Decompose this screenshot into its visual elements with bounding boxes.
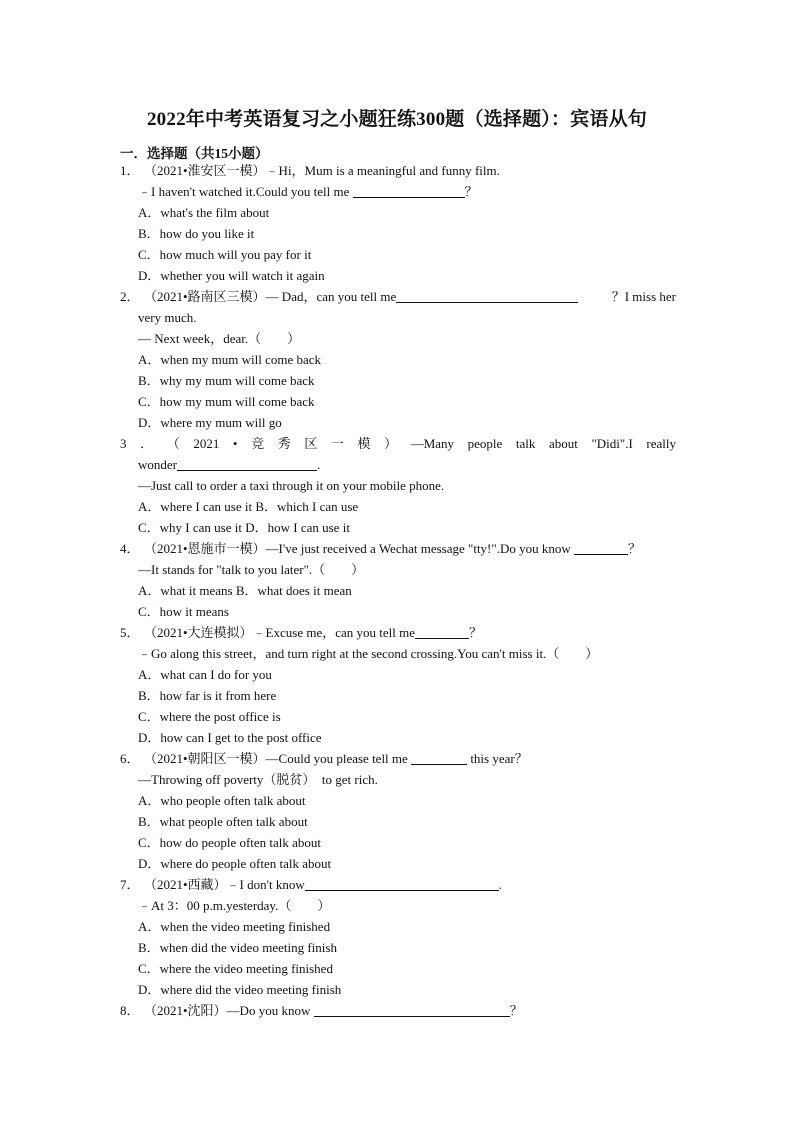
q3-word: people bbox=[467, 436, 503, 451]
stem-punct: ？ bbox=[509, 1003, 523, 1018]
q3-word: 一 bbox=[330, 436, 344, 451]
q3-word: 模 bbox=[357, 436, 371, 451]
stem-punct: . bbox=[498, 877, 502, 892]
option-c[interactable]: C．how much will you pay for it bbox=[138, 247, 312, 262]
answer-blank bbox=[177, 456, 317, 471]
option-b[interactable]: B．how far is it from here bbox=[138, 688, 277, 703]
q3-word: "Didi".I bbox=[591, 436, 633, 451]
q3-word: 竞 bbox=[251, 436, 265, 451]
question-number: 4． bbox=[120, 541, 140, 556]
q3-word: 3 bbox=[120, 436, 127, 451]
question-3 bbox=[120, 433, 676, 454]
question-dialogue: —Throwing off poverty（脱贫） to get rich. bbox=[138, 772, 378, 787]
question-dialogue: —Just call to order a taxi through it on your mobile phone. bbox=[138, 478, 445, 493]
question-number: 5． bbox=[120, 625, 140, 640]
option-c[interactable]: C．how do people often talk about bbox=[138, 835, 322, 850]
question-7 bbox=[120, 874, 676, 895]
option-c[interactable]: C．where the video meeting finished bbox=[138, 961, 333, 976]
question-stem bbox=[144, 1000, 523, 1021]
page-title: 2022年中考英语复习之小题狂练300题（选择题）：宾语从句 bbox=[146, 109, 647, 130]
q3-word: talk bbox=[515, 436, 536, 451]
question-dialogue: — Next week，dear.（ ） bbox=[138, 331, 301, 346]
question-1 bbox=[120, 160, 676, 181]
q3-word: 2021 bbox=[193, 436, 220, 451]
question-stem-continued bbox=[120, 454, 676, 475]
option-a[interactable]: A．who people often talk about bbox=[138, 793, 306, 808]
option-d[interactable]: D．whether you will watch it again bbox=[138, 268, 325, 283]
answer-blank bbox=[415, 624, 469, 639]
stem-text: （2021•大连模拟）﹣Excuse me，can you tell me bbox=[144, 625, 416, 640]
question-5 bbox=[120, 622, 676, 643]
answer-blank bbox=[314, 1002, 510, 1017]
option-c[interactable]: C．where the post office is bbox=[138, 709, 281, 724]
question-dialogue: ﹣Go along this street，and turn right at the second crossing.You can't miss it.（ ） bbox=[138, 646, 599, 661]
q3-word: really bbox=[646, 436, 676, 451]
q3-word: • bbox=[232, 436, 238, 451]
stem-text: wonder bbox=[138, 457, 177, 472]
option-b[interactable]: B．how do you like it bbox=[138, 226, 255, 241]
option-a[interactable]: A．when my mum will come back bbox=[138, 352, 322, 367]
question-number: 1． bbox=[120, 163, 140, 178]
option-ab[interactable]: A．what it means B．what does it mean bbox=[138, 583, 352, 598]
option-a[interactable]: A．when the video meeting finished bbox=[138, 919, 331, 934]
option-d[interactable]: D．where did the video meeting finish bbox=[138, 982, 342, 997]
answer-blank bbox=[396, 288, 578, 303]
question-stem bbox=[144, 622, 482, 643]
option-b[interactable]: B．what people often talk about bbox=[138, 814, 308, 829]
stem-text: （2021•朝阳区一模）—Could you please tell me bbox=[144, 751, 412, 766]
stem-text: （2021•西藏）﹣I don't know bbox=[144, 877, 305, 892]
question-6 bbox=[120, 748, 676, 769]
q3-word: about bbox=[549, 436, 578, 451]
question-4 bbox=[120, 538, 676, 559]
q3-word: 秀 bbox=[277, 436, 291, 451]
answer-blank bbox=[353, 183, 465, 198]
answer-blank bbox=[574, 540, 628, 555]
stem-text: （2021•沈阳）—Do you know bbox=[144, 1003, 314, 1018]
question-stem-continued: very much. bbox=[138, 310, 197, 325]
option-d[interactable]: D．where my mum will go bbox=[138, 415, 282, 430]
answer-blank bbox=[305, 876, 499, 891]
option-c[interactable]: C．how it means bbox=[138, 604, 229, 619]
question-stem bbox=[144, 538, 641, 559]
option-c[interactable]: C．how my mum will come back bbox=[138, 394, 315, 409]
stem-punct: . bbox=[317, 457, 321, 472]
stem-text: （2021•路南区三模）— Dad，can you tell me bbox=[144, 289, 397, 304]
stem-punct: ？ bbox=[469, 625, 483, 640]
option-b[interactable]: B．when did the video meeting finish bbox=[138, 940, 337, 955]
question-number: 6． bbox=[120, 751, 140, 766]
section-heading: 一．选择题（共15小题） bbox=[120, 146, 269, 161]
question-number: 2． bbox=[120, 289, 140, 304]
question-8 bbox=[120, 1000, 676, 1021]
question-number: 7． bbox=[120, 877, 140, 892]
q3-word: —Many bbox=[410, 436, 455, 451]
q3-word: 区 bbox=[304, 436, 318, 451]
option-cd[interactable]: C．why I can use it D．how I can use it bbox=[138, 520, 350, 535]
option-a[interactable]: A．what's the film about bbox=[138, 205, 270, 220]
option-ab[interactable]: A．where I can use it B．which I can use bbox=[138, 499, 359, 514]
question-stem bbox=[144, 748, 528, 769]
question-number: 8． bbox=[120, 1003, 140, 1018]
question-dialogue bbox=[120, 181, 676, 202]
question-dialogue: —It stands for "talk to you later".（ ） bbox=[138, 562, 365, 577]
stem-text-end: ？I miss her bbox=[611, 289, 676, 304]
option-a[interactable]: A．what can I do for you bbox=[138, 667, 272, 682]
question-stem bbox=[144, 286, 676, 307]
dialogue-punct: ？ bbox=[464, 184, 478, 199]
answer-blank bbox=[411, 750, 467, 765]
question-stem bbox=[144, 874, 502, 895]
stem-text: （2021•恩施市一模）—I've just received a Wechat message "tty!".Do you know bbox=[144, 541, 574, 556]
q3-word: ． bbox=[140, 436, 154, 451]
dialogue-text: ﹣I haven't watched it.Could you tell me bbox=[138, 184, 353, 199]
question-list bbox=[120, 160, 676, 1021]
question-stem: （2021•淮安区一模）﹣Hi，Mum is a meaningful and funny film. bbox=[144, 163, 500, 178]
stem-text-end: this year？ bbox=[467, 751, 528, 766]
option-d[interactable]: D．where do people often talk about bbox=[138, 856, 332, 871]
q3-word: （ bbox=[166, 436, 180, 451]
stem-punct: ？ bbox=[627, 541, 641, 556]
option-d[interactable]: D．how can I get to the post office bbox=[138, 730, 322, 745]
question-dialogue: ﹣At 3：00 p.m.yesterday.（ ） bbox=[138, 898, 331, 913]
q3-word: ） bbox=[384, 436, 398, 451]
option-b[interactable]: B．why my mum will come back bbox=[138, 373, 315, 388]
question-2 bbox=[120, 286, 676, 307]
